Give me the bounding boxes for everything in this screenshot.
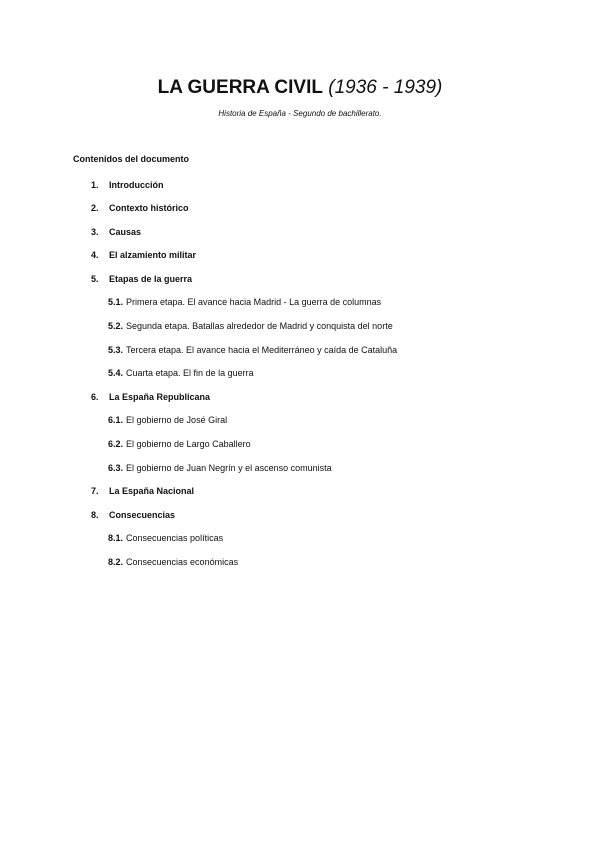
toc-item-text: Consecuencias económicas: [126, 557, 239, 567]
toc-item-number: 2.: [91, 203, 99, 213]
toc-item: [91, 509, 175, 521]
toc-item-number: 8.: [91, 510, 99, 520]
toc-subitem: [108, 532, 223, 544]
toc-item-text: Causas: [109, 227, 142, 237]
toc-item-number: 6.1.: [108, 415, 124, 425]
toc-item-text: Contexto histórico: [109, 203, 189, 213]
toc-item-number: 5.2.: [108, 321, 124, 331]
toc-subitem: [108, 414, 227, 426]
toc-item-number: 3.: [91, 227, 99, 237]
title-years: (1936 - 1939): [328, 77, 443, 98]
toc-item-number: 5.4.: [108, 368, 124, 378]
toc-subitem: [108, 462, 332, 474]
toc-subitem: [108, 344, 397, 356]
toc-subitem: [108, 438, 251, 450]
toc-item-text: El alzamiento militar: [109, 250, 197, 260]
toc-item: [91, 485, 194, 497]
document-title: [0, 76, 600, 100]
toc-item: [91, 226, 141, 238]
toc-item-number: 6.3.: [108, 463, 124, 473]
toc-item-text: Etapas de la guerra: [109, 274, 193, 284]
toc-item-text: El gobierno de José Giral: [126, 415, 228, 425]
toc-item-number: 8.1.: [108, 533, 124, 543]
toc-subitem: [108, 296, 381, 308]
toc-subitem: [108, 556, 238, 568]
toc-item-text: La España Nacional: [109, 486, 195, 496]
toc-item-text: El gobierno de Largo Caballero: [126, 439, 251, 449]
toc-item: [91, 202, 189, 214]
toc-subitem: [108, 367, 254, 379]
toc-item-text: Segunda etapa. Batallas alrededor de Madrid y conquista del norte: [126, 321, 393, 331]
toc-item-number: 5.3.: [108, 345, 124, 355]
toc-item: [91, 249, 196, 261]
title-main: LA GUERRA CIVIL: [157, 77, 323, 98]
document-subtitle: Historia de España - Segundo de bachillerato.: [218, 109, 382, 118]
toc-item-text: El gobierno de Juan Negrín y el ascenso comunista: [126, 463, 332, 473]
toc-item-text: Consecuencias políticas: [126, 533, 224, 543]
toc-subitem: [108, 320, 393, 332]
toc-item-number: 4.: [91, 250, 99, 260]
toc-item-number: 7.: [91, 486, 99, 496]
toc-item-text: Tercera etapa. El avance hacia el Mediterráneo y caída de Cataluña: [126, 345, 398, 355]
toc-item-text: Introducción: [109, 180, 164, 190]
toc-item-number: 5.1.: [108, 297, 124, 307]
toc-item-number: 6.2.: [108, 439, 124, 449]
toc-item-number: 5.: [91, 274, 99, 284]
toc-item-text: La España Republicana: [109, 392, 211, 402]
toc-item: [91, 273, 192, 285]
toc-item: [91, 179, 164, 191]
toc-item-text: Cuarta etapa. El fin de la guerra: [126, 368, 254, 378]
toc-item-text: Primera etapa. El avance hacia Madrid - La guerra de columnas: [126, 297, 382, 307]
toc-item-number: 6.: [91, 392, 99, 402]
toc-item-number: 1.: [91, 180, 99, 190]
toc-heading: Contenidos del documento: [73, 154, 189, 164]
toc-item: [91, 391, 210, 403]
toc-item-text: Consecuencias: [109, 510, 176, 520]
toc-item-number: 8.2.: [108, 557, 124, 567]
